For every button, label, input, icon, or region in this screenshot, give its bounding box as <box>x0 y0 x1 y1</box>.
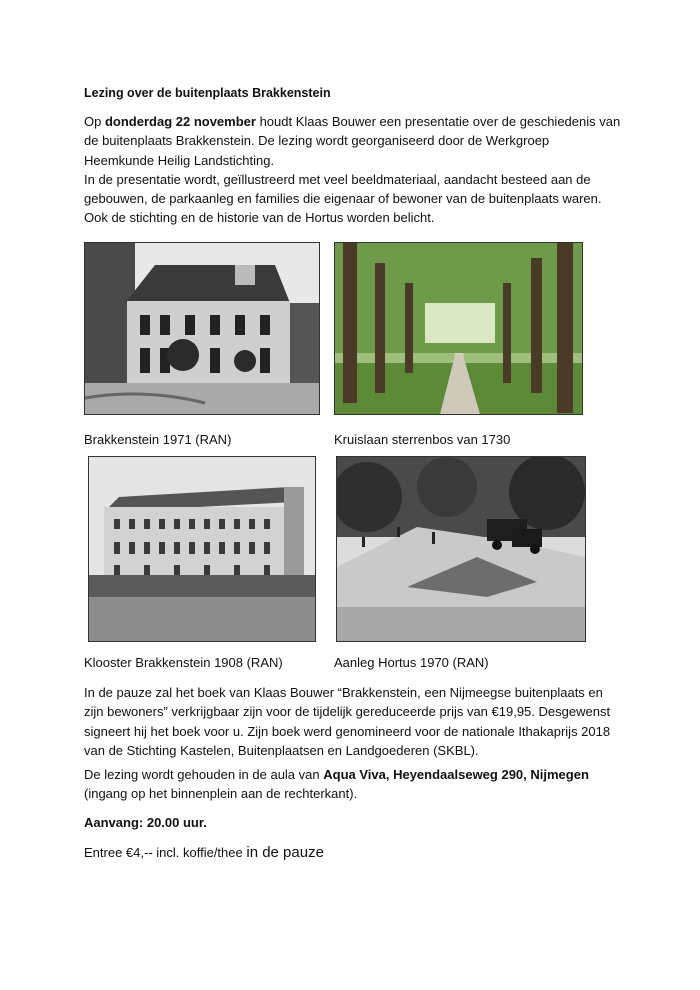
start-time-text: Aanvang: 20.00 uur. <box>84 815 207 830</box>
book-line-3: signeert hij het boek voor u. Zijn boek werd genomineerd voor de nationale Ithakaprijs 2018 <box>84 723 611 739</box>
caption-brakkenstein-1971: Brakkenstein 1971 (RAN) <box>84 432 232 447</box>
intro-line-1 <box>84 112 624 131</box>
intro-line1-rest: houdt Klaas Bouwer een presentatie over de geschiedenis van <box>255 114 621 129</box>
caption-kruislaan-sterrenbos: Kruislaan sterrenbos van 1730 <box>334 432 511 447</box>
start-time <box>84 813 624 832</box>
intro-line-6: Ook de stichting en de historie van de Hortus worden belicht. <box>84 210 435 226</box>
entry-text: Entree €4,-- incl. koffie/thee <box>84 845 247 860</box>
entry-suffix: in de pauze <box>246 844 324 861</box>
entry-paragraph <box>84 843 624 862</box>
intro-paragraph <box>84 112 624 228</box>
book-line-2: zijn bewoners” verkrijgbaar zijn voor de tijdelijk gereduceerde prijs van €19,95. Desgewenst <box>84 704 611 720</box>
book-line-4: van de Stichting Kastelen, Buitenplaatsen en Landgoederen (SKBL). <box>84 742 479 758</box>
photo-brakkenstein-1971 <box>84 242 320 415</box>
caption-klooster-1908: Klooster Brakkenstein 1908 (RAN) <box>84 655 283 670</box>
venue-line-2: (ingang op het binnenplein aan de rechterkant). <box>84 786 358 802</box>
venue-line-1 <box>84 765 624 784</box>
page-title: Lezing over de buitenplaats Brakkenstein <box>84 86 331 100</box>
intro-line-4: In de presentatie wordt, geïllustreerd met veel beeldmateriaal, aandacht besteed aan de <box>84 171 591 187</box>
book-paragraph <box>84 683 624 760</box>
photo-kruislaan-sterrenbos <box>334 242 583 415</box>
intro-line-2: de buitenplaats Brakkenstein. De lezing wordt georganiseerd door de Werkgroep <box>84 133 550 149</box>
caption-aanleg-hortus-1970: Aanleg Hortus 1970 (RAN) <box>334 655 489 670</box>
book-line-1: In de pauze zal het boek van Klaas Bouwer “Brakkenstein, een Nijmeegse buitenplaats en <box>84 685 603 700</box>
photo-klooster-1908 <box>88 456 316 642</box>
intro-prefix: Op <box>84 114 105 129</box>
intro-line-5: gebouwen, de parkaanleg en families die eigenaar of bewoner van de buitenplaats waren. <box>84 191 602 207</box>
entry-line <box>84 843 624 862</box>
venue-prefix: De lezing wordt gehouden in de aula van <box>84 767 324 782</box>
venue-paragraph <box>84 765 624 804</box>
venue-place: Aqua Viva, Heyendaalseweg 290, Nijmegen <box>323 767 589 782</box>
photo-aanleg-hortus-1970 <box>336 456 586 642</box>
event-date: donderdag 22 november <box>104 114 256 129</box>
intro-line-3: Heemkunde Heilig Landstichting. <box>84 152 275 168</box>
